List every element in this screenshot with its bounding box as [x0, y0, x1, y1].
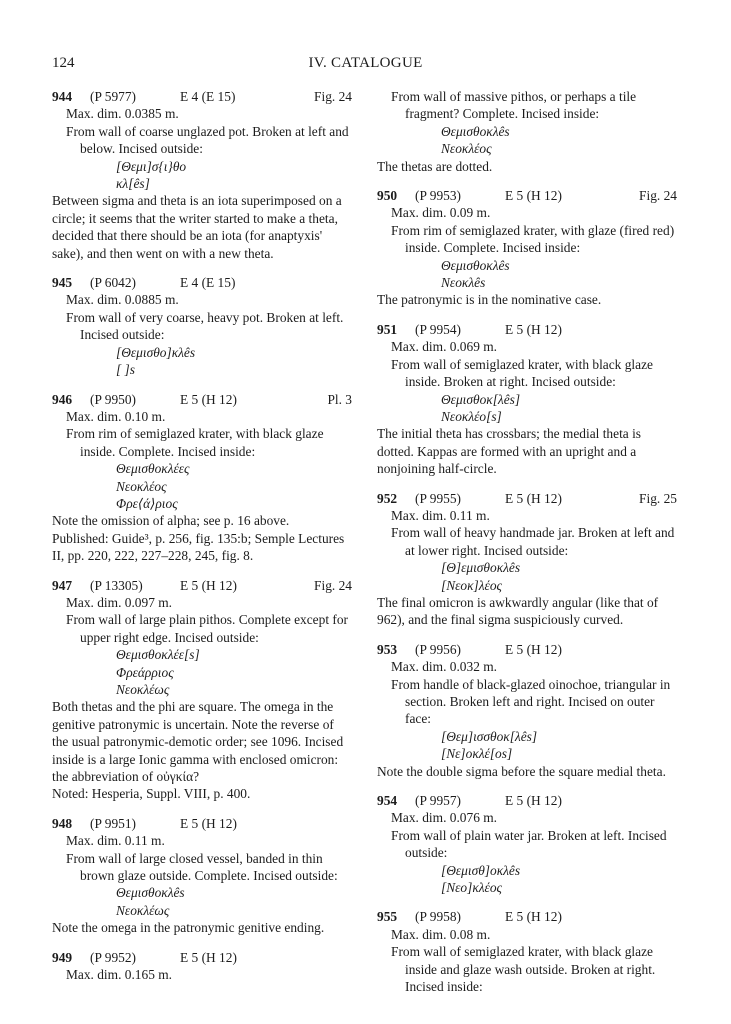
inventory-number: (P 13305) — [90, 577, 143, 593]
figure-reference: Fig. 24 — [314, 89, 352, 104]
deposit-context: E 5 (H 12) — [505, 188, 562, 204]
entry-number: 946 — [52, 391, 73, 407]
entry-heading — [52, 577, 352, 594]
catalogue-entry — [377, 88, 677, 175]
greek-inscription: Θεμισθοκλês — [441, 123, 510, 139]
greek-inscription: [ ]s — [116, 362, 135, 378]
description-line: Max. dim. 0.10 m. — [66, 408, 166, 424]
deposit-context: E 5 (H 12) — [180, 815, 237, 831]
description-line: From handle of black-glazed oinochoe, triangular in section. Broken left and right. Incised on outer face: — [391, 676, 671, 727]
deposit-context: E 5 (H 12) — [180, 577, 237, 593]
catalogue-entry — [52, 949, 352, 984]
greek-inscription: Θεμισθοκλέες — [116, 461, 190, 477]
greek-inscription: Νεοκλέως — [116, 902, 170, 918]
description-line: Max. dim. 0.165 m. — [66, 967, 173, 983]
description-line: From wall of semiglazed krater, with black glaze inside. Broken at right. Incised outside: — [391, 356, 653, 390]
entry-number: 952 — [377, 490, 398, 506]
commentary-paragraph: Between sigma and theta is an iota superimposed on a circle; it seems that the writer started to make a theta, decided that there should be an iota (for anaptyxis' sake), and then went on with a new theta. — [52, 193, 342, 261]
deposit-context: E 5 (H 12) — [180, 391, 237, 407]
entry-heading — [377, 187, 677, 204]
description-line: From wall of coarse unglazed pot. Broken at left and below. Incised outside: — [66, 123, 349, 157]
catalogue-entry — [377, 792, 677, 896]
inventory-number: (P 9952) — [90, 949, 136, 965]
description-line: From wall of massive pithos, or perhaps a tile fragment? Complete. Incised inside: — [391, 89, 637, 122]
greek-inscription: Νεοκλέος — [116, 478, 167, 494]
entry-number: 953 — [377, 641, 398, 657]
deposit-context: E 4 (E 15) — [180, 89, 236, 104]
entry-number: 951 — [377, 321, 398, 337]
description-line: From rim of semiglazed krater, with black glaze inside. Complete. Incised inside: — [66, 426, 324, 459]
greek-inscription: [Νεο]κλέος — [441, 880, 502, 896]
deposit-context: E 5 (H 12) — [505, 909, 562, 925]
greek-inscription: [Θεμ]ισσθοκ[λês] — [441, 728, 538, 744]
entry-number: 945 — [52, 275, 73, 291]
description-line: Max. dim. 0.069 m. — [391, 339, 498, 355]
greek-inscription: Θεμισθοκλέε[s] — [116, 647, 200, 663]
description-line: From wall of very coarse, heavy pot. Broken at left. Incised outside: — [66, 309, 344, 343]
entry-number: 944 — [52, 89, 73, 104]
entry-number: 955 — [377, 909, 398, 925]
greek-inscription: κλ[ês] — [116, 176, 150, 192]
commentary-paragraph: Note the double sigma before the square medial theta. — [377, 763, 666, 779]
description-line: Max. dim. 0.11 m. — [66, 833, 165, 849]
entry-heading — [52, 815, 352, 832]
description-line: Max. dim. 0.076 m. — [391, 810, 498, 826]
inventory-number: (P 9950) — [90, 391, 136, 407]
deposit-context: E 5 (H 12) — [505, 793, 562, 809]
inventory-number: (P 9953) — [415, 188, 461, 204]
catalogue-entry — [52, 815, 352, 937]
entry-heading — [377, 490, 677, 507]
greek-inscription: Νεοκλês — [441, 275, 486, 291]
deposit-context: E 4 (E 15) — [180, 275, 236, 291]
left-column — [52, 88, 352, 996]
greek-inscription: [Θεμι]σ{ι}θο — [116, 158, 187, 174]
catalogue-entry — [52, 274, 352, 378]
catalogue-entry — [377, 908, 677, 995]
entry-number: 947 — [52, 577, 73, 593]
inventory-number: (P 9951) — [90, 815, 136, 831]
commentary-paragraph: Published: Guide³, p. 256, fig. 135:b; Semple Lectures II, pp. 220, 222, 227–228, 245, fig. 8. — [52, 530, 345, 564]
entry-heading — [377, 908, 677, 925]
commentary-paragraph: Note the omega in the patronymic genitive ending. — [52, 920, 325, 936]
greek-inscription: Νεοκλέως — [116, 682, 170, 697]
greek-inscription: [Θεμισθο]κλês — [116, 344, 196, 360]
commentary-paragraph: Note the omission of alpha; see p. 16 above. — [52, 513, 290, 529]
commentary-paragraph: The thetas are dotted. — [377, 158, 493, 174]
entry-heading — [377, 641, 677, 658]
entry-heading — [52, 391, 352, 408]
catalogue-entry — [377, 490, 677, 629]
entry-heading — [52, 949, 352, 966]
page-title: IV. CATALOGUE — [308, 55, 423, 71]
inventory-number: (P 9955) — [415, 490, 461, 506]
catalogue-entry — [52, 88, 352, 262]
inventory-number: (P 6042) — [90, 275, 136, 291]
entry-number: 954 — [377, 793, 398, 809]
inventory-number: (P 9958) — [415, 909, 461, 925]
figure-reference: Fig. 24 — [314, 577, 352, 593]
figure-reference: Fig. 24 — [639, 188, 677, 204]
description-line: From wall of large plain pithos. Complete except for upper right edge. Incised outside: — [66, 612, 349, 645]
greek-inscription: [Νε]οκλέ[οs] — [441, 746, 513, 762]
deposit-context: E 5 (H 12) — [180, 949, 237, 965]
entry-heading — [377, 792, 677, 809]
greek-inscription: [Θεμισθ]οκλês — [441, 862, 521, 878]
entry-heading — [377, 321, 677, 338]
description-line: From wall of plain water jar. Broken at left. Incised outside: — [391, 827, 667, 861]
greek-inscription: Θεμισθοκλês — [441, 257, 510, 273]
description-line: Max. dim. 0.11 m. — [391, 507, 490, 523]
greek-inscription: Θεμισθοκ[λês] — [441, 391, 521, 407]
inventory-number: (P 9956) — [415, 641, 461, 657]
catalogue-entry — [52, 391, 352, 565]
description-line: From wall of large closed vessel, banded in thin brown glaze outside. Complete. Incised outside: — [66, 850, 338, 884]
description-line: Max. dim. 0.08 m. — [391, 926, 491, 942]
figure-reference: Pl. 3 — [327, 391, 352, 407]
entry-heading — [52, 274, 352, 291]
description-line: From rim of semiglazed krater, with glaze (fired red) inside. Complete. Incised inside: — [391, 222, 675, 256]
greek-inscription: [Θ]εμισθοκλês — [441, 560, 521, 576]
right-column — [377, 88, 677, 1008]
page-number: 124 — [52, 55, 75, 71]
catalogue-entry — [377, 321, 677, 478]
deposit-context: E 5 (H 12) — [505, 641, 562, 657]
entry-number: 950 — [377, 188, 398, 204]
description-line: Max. dim. 0.09 m. — [391, 205, 491, 221]
entry-number: 949 — [52, 949, 73, 965]
description-line: Max. dim. 0.097 m. — [66, 594, 173, 610]
commentary-paragraph: The patronymic is in the nominative case. — [377, 292, 602, 308]
entry-number: 948 — [52, 815, 73, 831]
greek-inscription: Νεοκλέο[s] — [441, 408, 502, 424]
commentary-paragraph: The final omicron is awkwardly angular (like that of 962), and the final sigma suspiciously curved. — [377, 594, 659, 628]
catalogue-entry — [377, 641, 677, 780]
greek-inscription: Φρεάρριος — [116, 664, 174, 680]
entry-heading — [52, 88, 352, 105]
catalogue-entry — [52, 577, 352, 803]
greek-inscription: Θεμισθοκλês — [116, 885, 185, 901]
inventory-number: (P 5977) — [90, 89, 136, 104]
description-line: Max. dim. 0.0885 m. — [66, 292, 179, 308]
description-line: Max. dim. 0.0385 m. — [66, 106, 179, 122]
description-line: Max. dim. 0.032 m. — [391, 659, 498, 675]
commentary-paragraph: Noted: Hesperia, Suppl. VIII, p. 400. — [52, 786, 251, 802]
commentary-paragraph: Both thetas and the phi are square. The omega in the genitive patronymic is uncertain. Note the reverse of the usual patronymic-demotic order; see 1096. Incised inside is a large Ionic gamma with enclosed omicron: the abbreviation of οὐγκία? — [52, 699, 344, 785]
deposit-context: E 5 (H 12) — [505, 321, 562, 337]
description-line: From wall of heavy handmade jar. Broken at left and at lower right. Incised outside: — [391, 525, 675, 558]
inventory-number: (P 9957) — [415, 793, 461, 809]
description-line: From wall of semiglazed krater, with black glaze inside and glaze wash outside. Broken at right. Incised inside: — [391, 944, 656, 995]
commentary-paragraph: The initial theta has crossbars; the medial theta is dotted. Kappas are formed with an upright and a nonjoining half-circle. — [377, 426, 642, 477]
deposit-context: E 5 (H 12) — [505, 490, 562, 506]
greek-inscription: [Νεοκ]λέος — [441, 577, 502, 593]
figure-reference: Fig. 25 — [639, 490, 677, 506]
inventory-number: (P 9954) — [415, 321, 461, 337]
catalogue-entry — [377, 187, 677, 309]
greek-inscription: Νεοκλέος — [441, 141, 492, 157]
greek-inscription: Φρε⟨ά⟩ριος — [116, 495, 178, 511]
